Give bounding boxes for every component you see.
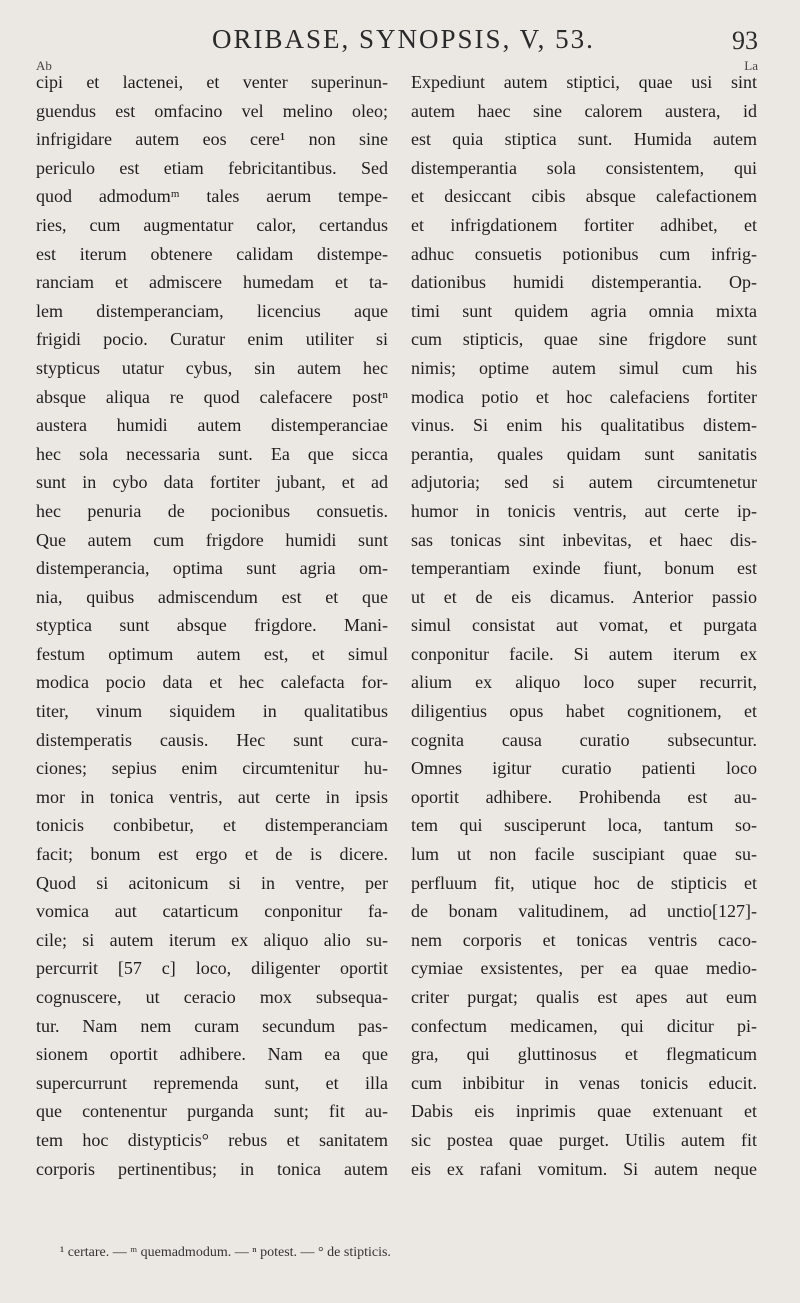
text-line: frigidi pocio. Curatur enim utiliter si [36, 329, 388, 350]
text-line: humor in tonicis ventris, aut certe ip- [411, 500, 757, 521]
text-line: vomica aut catarticum conponitur fa- [36, 901, 388, 922]
text-line: facit; bonum est ergo et de is dicere. [36, 844, 388, 865]
text-line: de bonam valitudinem, ad unctio[127]- [411, 901, 757, 922]
footnotes: ¹ certare. — ᵐ quemadmodum. — ⁿ potest. — ° de stipticis. [60, 1245, 391, 1260]
text-line: cum inbibitur in venas tonicis educit. [411, 1072, 757, 1093]
text-line: percurrit [57 c] loco, diligenter oportit [36, 958, 388, 979]
text-line: sas tonicas sint inbevitas, et haec dis- [411, 529, 757, 550]
text-line: sic postea quae purget. Utilis autem fit [411, 1129, 757, 1150]
text-line: modica pocio data et hec calefacta for- [36, 672, 388, 693]
text-line: tem hoc distypticis° rebus et sanitatem [36, 1129, 388, 1150]
text-line: vinus. Si enim his qualitatibus distem- [411, 415, 757, 436]
text-line: distemperancia, optima sunt agria om- [36, 558, 388, 579]
text-line: infrigidare autem eos cere¹ non sine [36, 129, 388, 150]
text-line: lum ut non facile suscipiant quae su- [411, 844, 757, 865]
text-line: Dabis eis inprimis quae extenuant et [411, 1101, 757, 1122]
text-line: oportit adhibere. Prohibenda est au- [411, 786, 757, 807]
text-line: criter purgat; qualis est apes aut eum [411, 987, 757, 1007]
text-line: confectum medicamen, qui dicitur pi- [411, 1015, 757, 1036]
margin-mark-right: La [744, 58, 758, 73]
text-line: tur. Nam nem curam secundum pas- [36, 1015, 388, 1036]
text-line: cile; si autem iterum ex aliquo alio su- [36, 929, 388, 950]
running-head [0, 24, 800, 60]
text-line: cymiae exsistentes, per ea quae medio- [411, 958, 757, 979]
text-line: timi sunt quidem agria omnia mixta [411, 300, 757, 321]
text-line: titer, vinum siquidem in qualitatibus [36, 701, 388, 722]
text-line: alium ex aliquo loco super recurrit, [411, 672, 757, 693]
text-line: diligentius opus habet cognitionem, et [411, 701, 757, 722]
text-line: cipi et lactenei, et venter superinun- [36, 72, 388, 92]
text-line: quod admodumᵐ tales aerum tempe- [36, 186, 388, 207]
text-line: perfluum fit, utique hoc de stipticis et [411, 872, 757, 893]
text-line: Que autem cum frigdore humidi sunt [36, 529, 388, 550]
running-title: ORIBASE, SYNOPSIS, V, 53. [212, 24, 595, 54]
text-line: ut et de eis dicamus. Anterior passio [411, 586, 757, 607]
text-line: adhuc consuetis potionibus cum infrig- [411, 243, 757, 264]
text-line: tonicis conbibetur, et distemperanciam [36, 815, 388, 836]
text-line: ries, cum augmentatur calor, certandus [36, 214, 388, 235]
text-line: austera humidi autem distemperanciae [36, 415, 388, 436]
text-line: corporis pertinentibus; in tonica autem [36, 1158, 388, 1179]
text-line: modica potio et hoc calefaciens fortiter [411, 386, 757, 407]
text-line: stypticus utatur cybus, sin autem hec [36, 357, 388, 378]
text-line: festum optimum autem est, et simul [36, 643, 388, 664]
text-line: ranciam et admiscere humedam et ta- [36, 272, 388, 293]
text-line: est iterum obtenere calidam distempe- [36, 243, 388, 264]
text-line: nem corporis et tonicas ventris caco- [411, 929, 757, 950]
text-line: Omnes igitur curatio patienti loco [411, 758, 757, 779]
margin-mark-left: Ab [36, 58, 52, 73]
text-line: distemperatis causis. Hec sunt cura- [36, 729, 388, 750]
text-line: cognuscere, ut ceracio mox subsequa- [36, 987, 388, 1007]
text-line: lem distemperanciam, licencius aque [36, 300, 388, 321]
text-line: simul consistat aut vomat, et purgata [411, 615, 757, 636]
text-line: nimis; optime autem simul cum his [411, 357, 757, 378]
text-line: conponitur facile. Si autem iterum ex [411, 643, 757, 664]
text-line: tem qui susciperunt loca, tantum so- [411, 815, 757, 836]
text-line: sionem oportit adhibere. Nam ea que [36, 1044, 388, 1065]
text-line: gra, qui gluttinosus et flegmaticum [411, 1044, 757, 1065]
text-line: mor in tonica ventris, aut certe in ipsis [36, 786, 388, 807]
text-line: cognita causa curatio subsecuntur. [411, 729, 757, 750]
text-line: guendus est omfacino vel melino oleo; [36, 100, 388, 121]
text-line: ciones; sepius enim circumtenitur hu- [36, 758, 388, 779]
text-line: et desiccant cibis absque calefactionem [411, 186, 757, 207]
text-line: nia, quibus admiscendum est et que [36, 586, 388, 607]
text-line: absque aliqua re quod calefacere postⁿ [36, 386, 388, 407]
text-line: supercurrunt repremenda sunt, et illa [36, 1072, 388, 1093]
text-line: eis ex rafani vomitum. Si autem neque [411, 1158, 757, 1179]
text-line: dationibus humidi distemperantia. Op- [411, 272, 757, 293]
right-column [411, 68, 757, 1183]
text-line: Quod si acitonicum si in ventre, per [36, 872, 388, 893]
text-line: autem haec sine calorem austera, id [411, 100, 757, 121]
text-line: adjutoria; sed si autem circumtenetur [411, 472, 757, 493]
text-line: et infrigdationem fortiter adhibet, et [411, 214, 757, 235]
text-line: temperantiam exinde fiunt, bonum est [411, 558, 757, 579]
text-line: distemperantia sola consistentem, qui [411, 157, 757, 178]
text-line: hec sola necessaria sunt. Ea que sicca [36, 443, 388, 464]
text-line: cum stipticis, quae sine frigdore sunt [411, 329, 757, 350]
text-line: que contenentur purganda sunt; fit au- [36, 1101, 388, 1122]
text-line: perantia, quales quidam sunt sanitatis [411, 443, 757, 464]
text-line: styptica sunt absque frigdore. Mani- [36, 615, 388, 636]
text-line: est quia stiptica sunt. Humida autem [411, 129, 757, 150]
text-line: hec penuria de pocionibus consuetis. [36, 500, 388, 521]
text-line: Expediunt autem stiptici, quae usi sint [411, 72, 757, 92]
text-line: sunt in cybo data fortiter jubant, et ad [36, 472, 388, 493]
text-line: periculo est etiam febricitantibus. Sed [36, 157, 388, 178]
left-column [36, 68, 388, 1183]
page-number: 93 [732, 26, 758, 55]
